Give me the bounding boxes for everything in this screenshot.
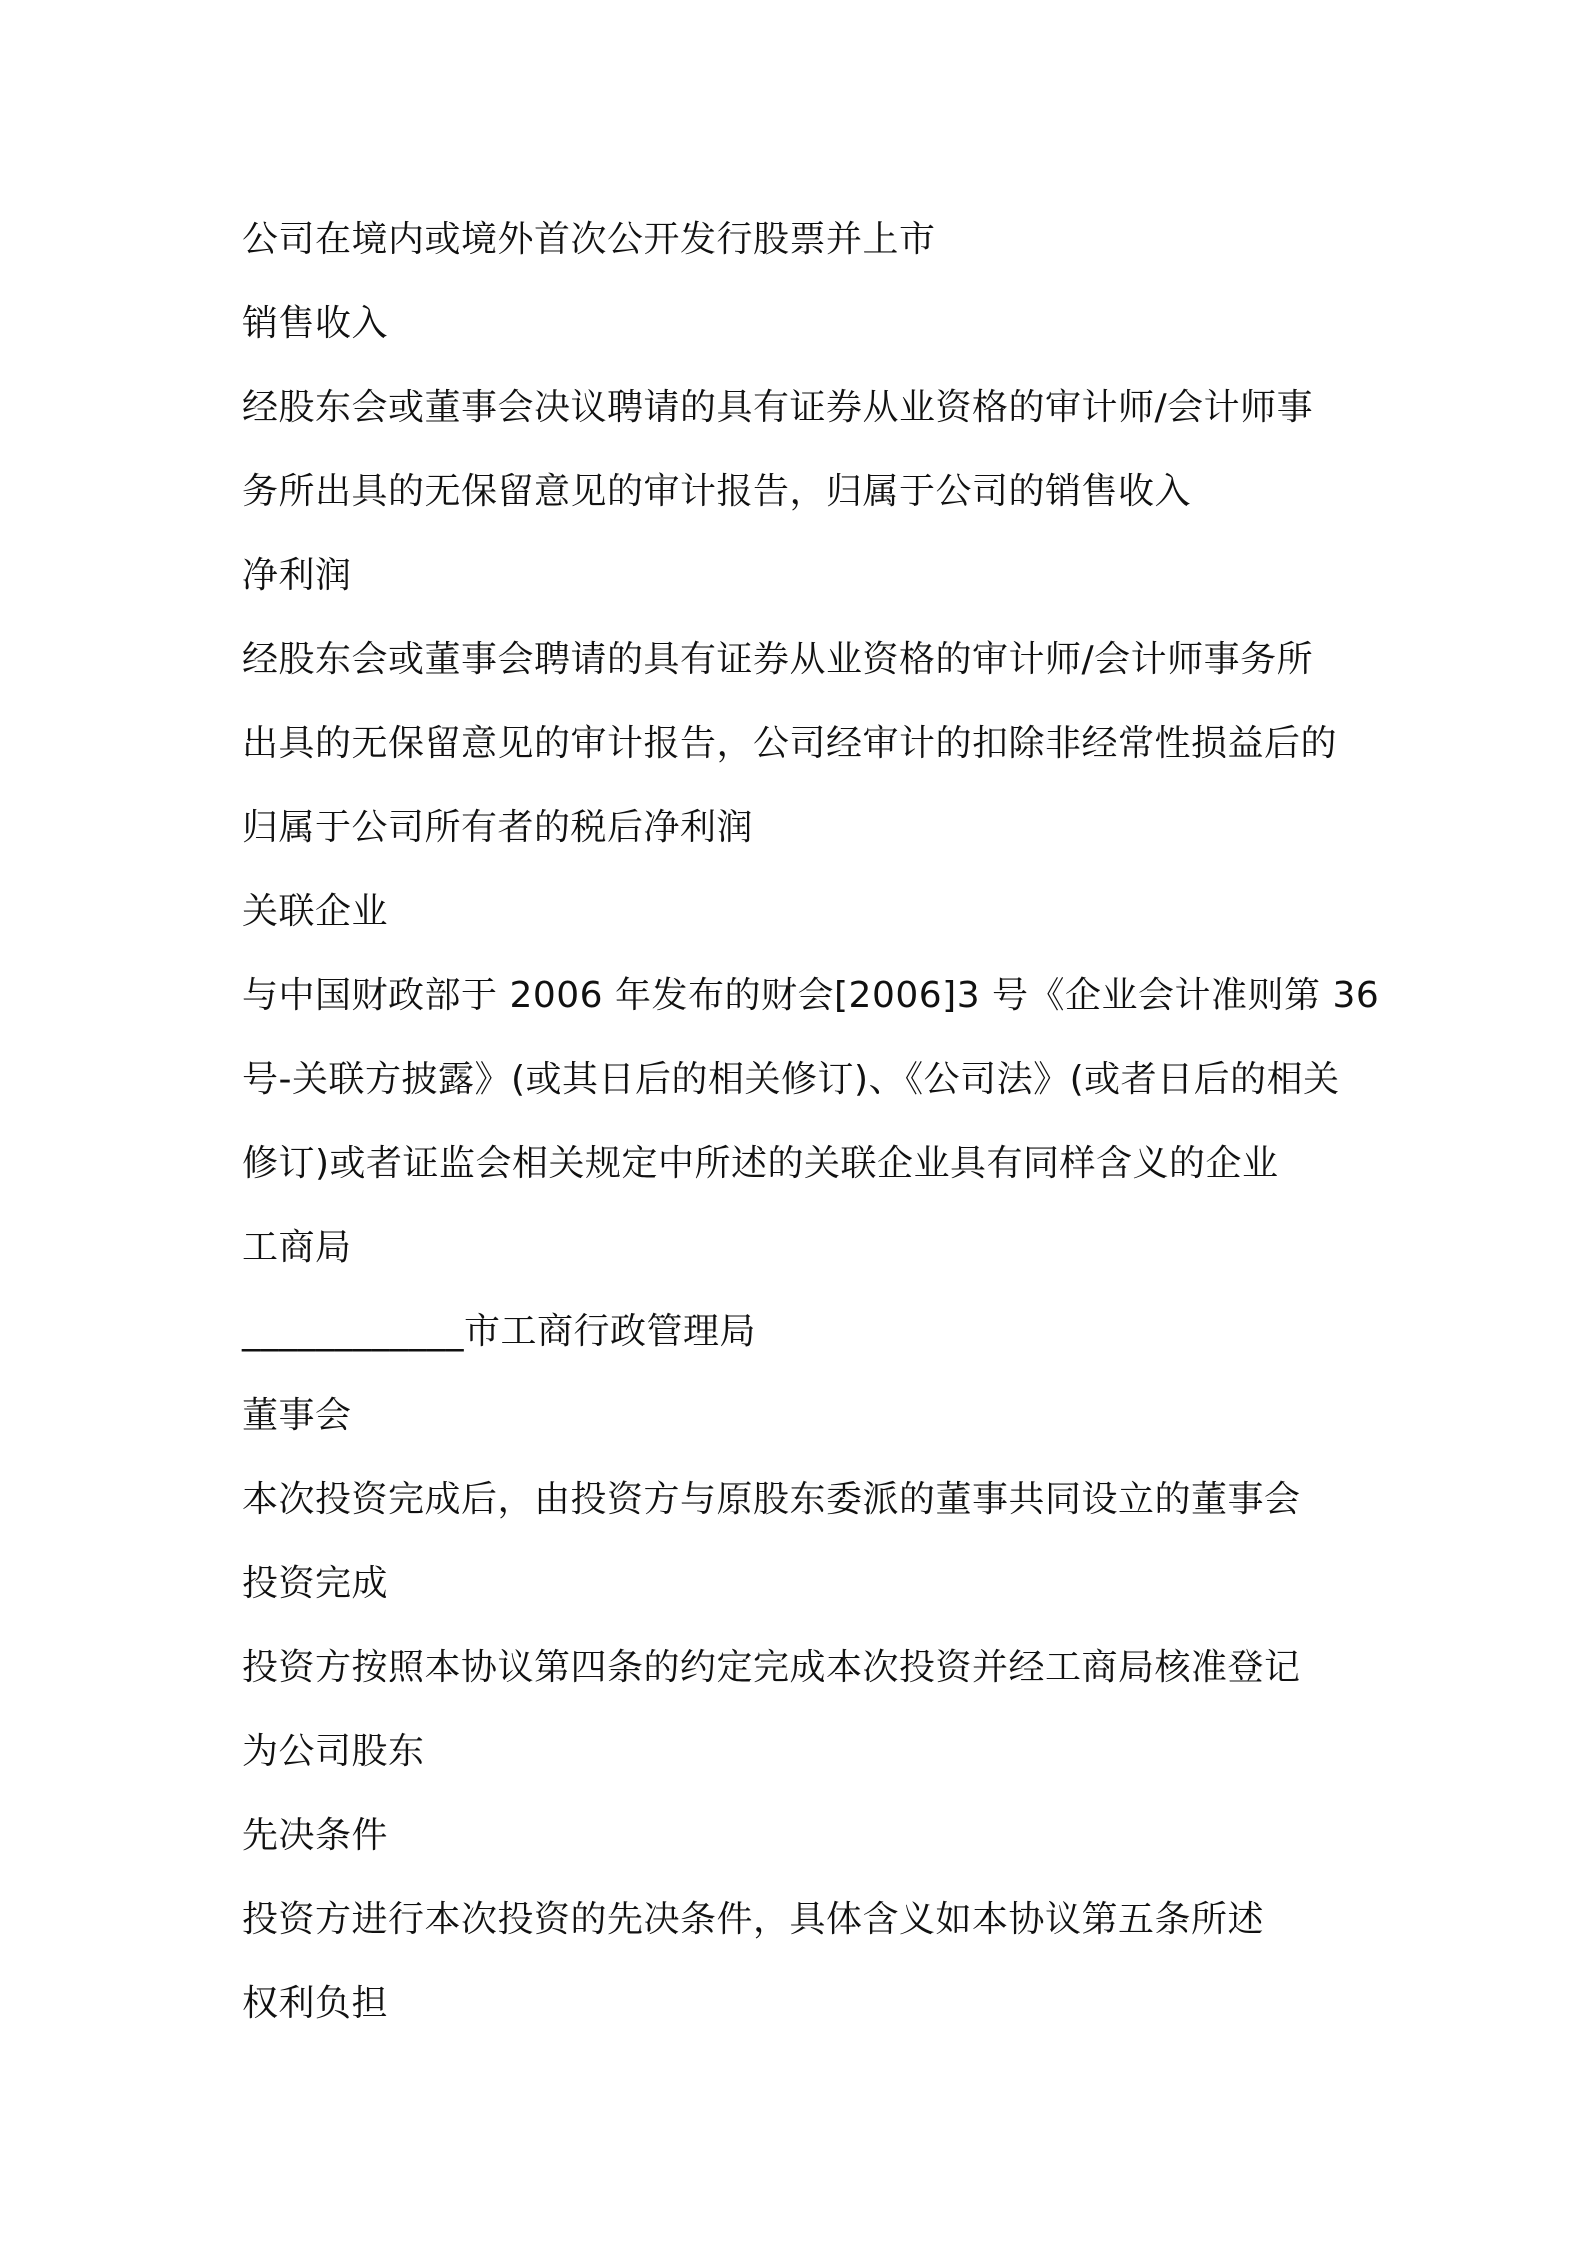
definition-aic: ____________市工商行政管理局 — [242, 1311, 757, 1352]
definition-affiliate-line-1: 与中国财政部于 2006 年发布的财会[2006]3 号《企业会计准则第 36 — [242, 975, 1380, 1016]
term-title-board: 董事会 — [242, 1395, 352, 1436]
term-title-net-profit: 净利润 — [242, 555, 352, 596]
definition-sales-revenue-line-1: 经股东会或董事会决议聘请的具有证券从业资格的审计师/会计师事 — [242, 387, 1314, 428]
document-page — [242, 198, 1380, 2046]
term-title-encumbrance: 权利负担 — [242, 1983, 389, 2024]
definition-net-profit-line-3: 归属于公司所有者的税后净利润 — [242, 807, 754, 848]
definition-net-profit-line-2: 出具的无保留意见的审计报告，公司经审计的扣除非经常性损益后的 — [242, 723, 1338, 764]
term-ipo: 公司在境内或境外首次公开发行股票并上市 — [242, 219, 936, 260]
term-title-conditions-precedent: 先决条件 — [242, 1815, 389, 1856]
definition-affiliate-line-2: 号-关联方披露》(或其日后的相关修订)、《公司法》(或者日后的相关 — [242, 1059, 1340, 1100]
term-title-sales-revenue: 销售收入 — [242, 303, 389, 344]
definition-conditions-precedent: 投资方进行本次投资的先决条件，具体含义如本协议第五条所述 — [242, 1899, 1265, 1940]
definition-sales-revenue-line-2: 务所出具的无保留意见的审计报告，归属于公司的销售收入 — [242, 471, 1192, 512]
definition-affiliate-line-3: 修订)或者证监会相关规定中所述的关联企业具有同样含义的企业 — [242, 1143, 1279, 1184]
definition-investment-completion-line-2: 为公司股东 — [242, 1731, 425, 1772]
definition-net-profit-line-1: 经股东会或董事会聘请的具有证券从业资格的审计师/会计师事务所 — [242, 639, 1314, 680]
term-title-aic: 工商局 — [242, 1227, 352, 1268]
definition-investment-completion-line-1: 投资方按照本协议第四条的约定完成本次投资并经工商局核准登记 — [242, 1647, 1301, 1688]
definition-board: 本次投资完成后，由投资方与原股东委派的董事共同设立的董事会 — [242, 1479, 1301, 1520]
term-title-investment-completion: 投资完成 — [242, 1563, 389, 1604]
term-title-affiliate: 关联企业 — [242, 891, 389, 932]
